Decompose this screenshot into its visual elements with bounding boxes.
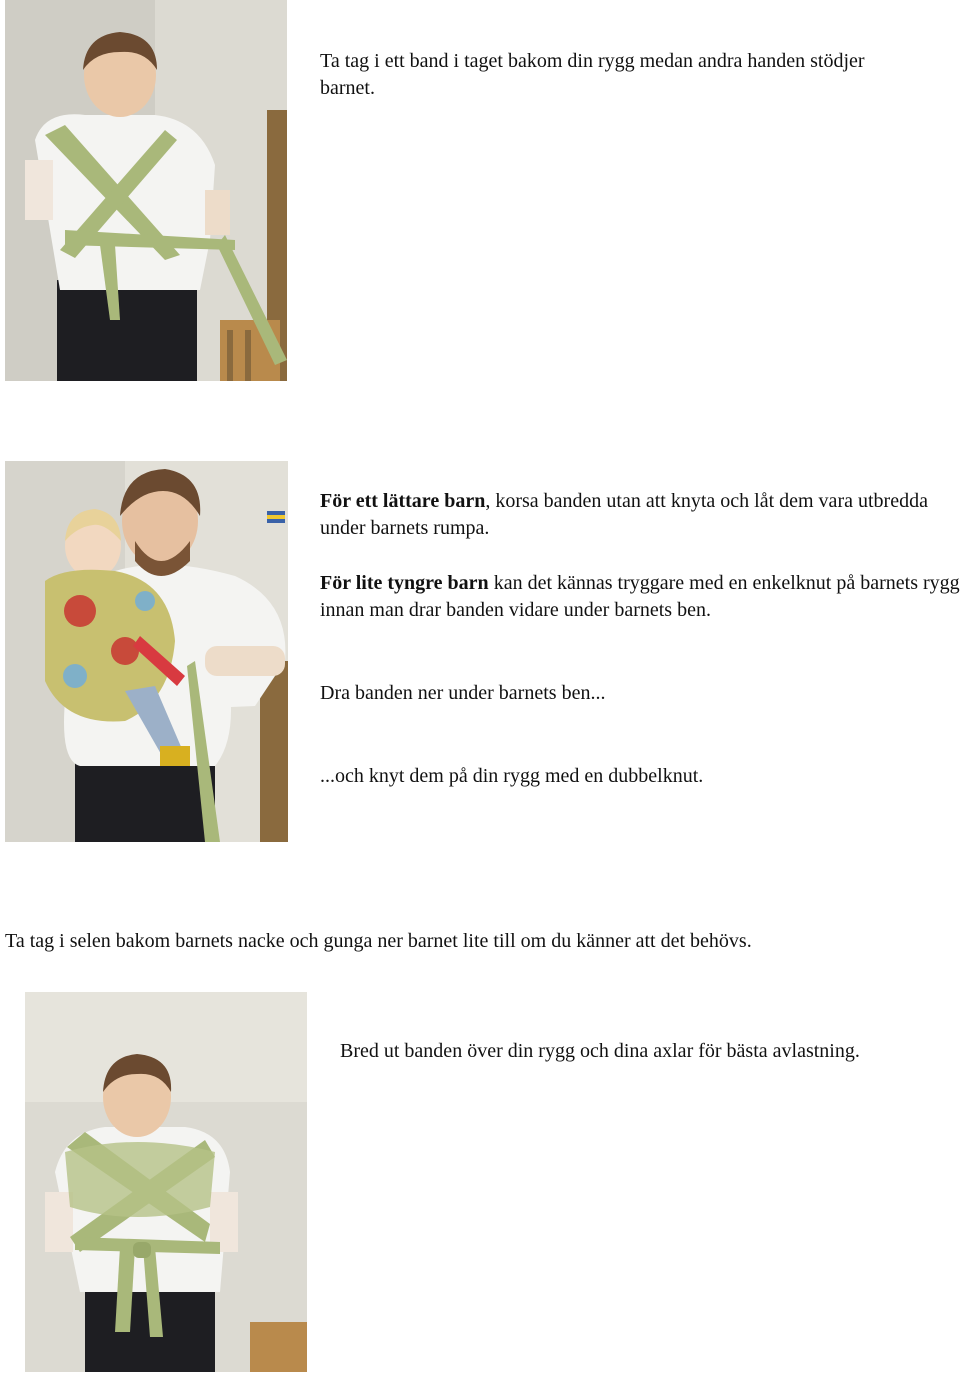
step1-text: Ta tag i ett band i taget bakom din rygg medan andra handen stödjer barnet. (320, 50, 865, 99)
step2-para2-bold: För lite tyngre barn (320, 572, 489, 594)
step2-para2 (320, 570, 960, 624)
step3-text: Ta tag i selen bakom barnets nacke och gunga ner barnet lite till om du känner att det behövs. (5, 930, 752, 952)
step2-para1-bold: För ett lättare barn (320, 490, 486, 512)
step4-text: Bred ut banden över din rygg och dina axlar för bästa avlastning. (340, 1040, 860, 1062)
step2-para1 (320, 488, 960, 542)
photo-back-spread (25, 992, 307, 1372)
step2-para3: Dra banden ner under barnets ben... (320, 682, 606, 704)
photo-child-on-back (5, 461, 288, 842)
step2-para2-rest: kan det kännas tryggare med en enkelknut på barnets rygg innan man drar banden vidare under barnets ben. (320, 572, 960, 621)
photo-back-tying (5, 0, 287, 381)
step2-para4: ...och knyt dem på din rygg med en dubbelknut. (320, 765, 704, 787)
step2-para1-rest: , korsa banden utan att knyta och låt dem vara utbredda under barnets rumpa. (320, 490, 928, 539)
